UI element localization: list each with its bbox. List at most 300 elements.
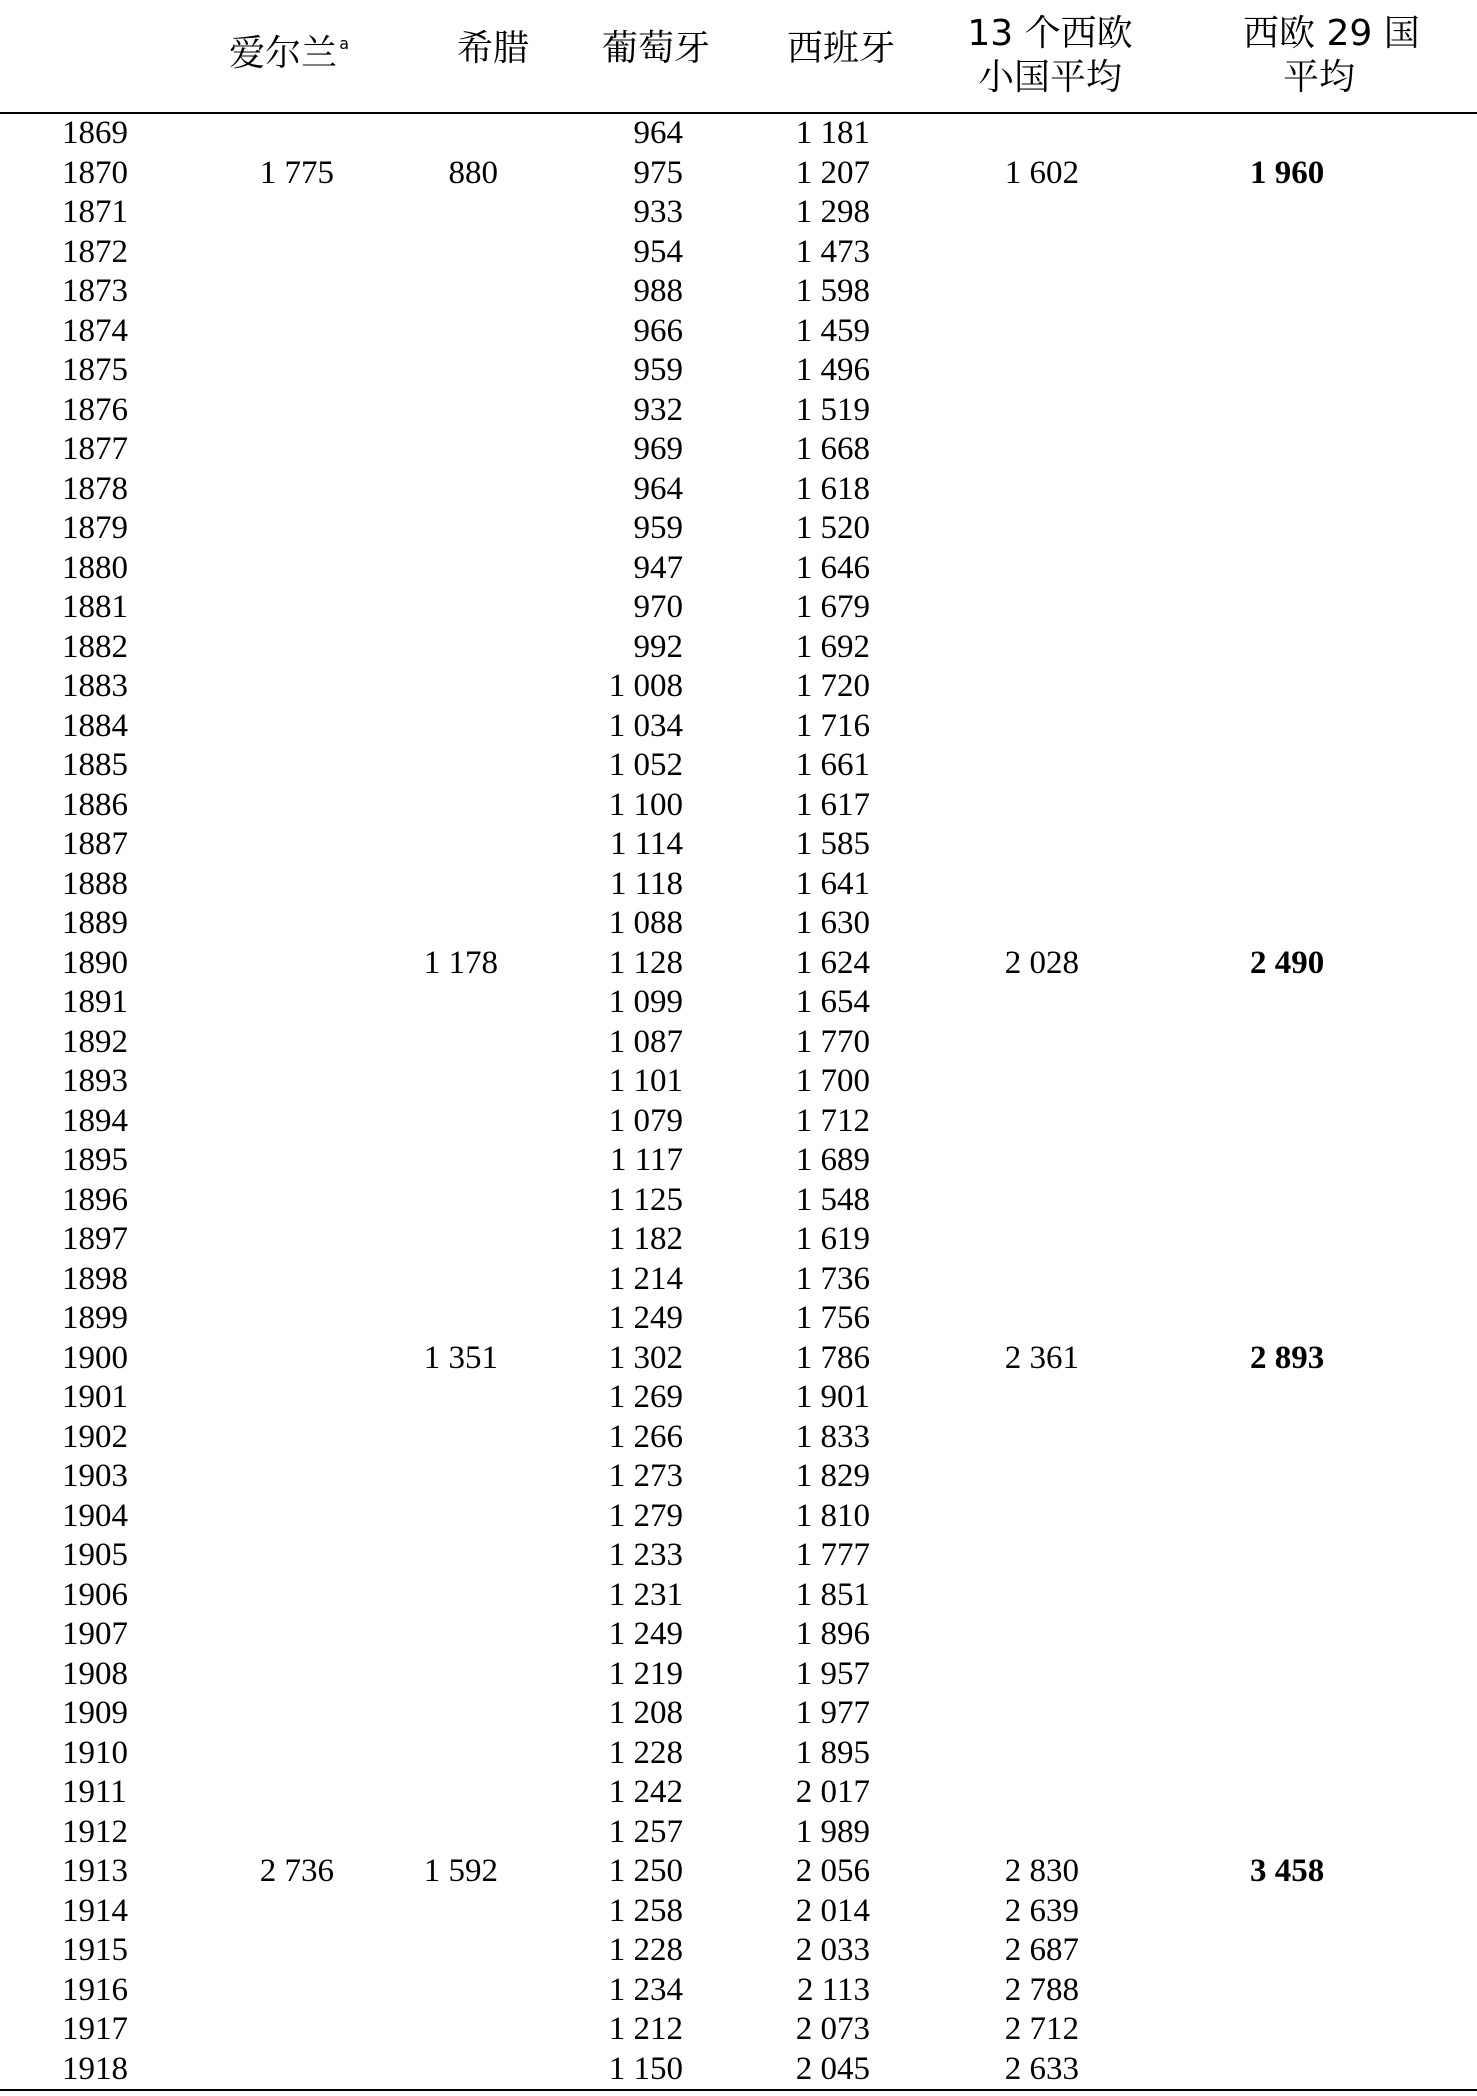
portugal-cell: 959 <box>633 510 683 546</box>
year-cell: 1895 <box>62 1142 128 1178</box>
greece-cell <box>385 1141 555 1181</box>
spain-cell: 2 056 <box>795 1853 870 1889</box>
west29-avg-cell <box>1155 1181 1477 1221</box>
west29-avg-cell <box>1155 786 1477 826</box>
west29-avg-cell <box>1155 1220 1477 1260</box>
year-cell: 1892 <box>62 1023 128 1060</box>
portugal-cell: 1 266 <box>608 1418 683 1455</box>
table-row <box>0 667 1477 707</box>
west29-avg-cell <box>1155 430 1477 470</box>
table-row <box>0 944 1477 984</box>
west29-avg-cell <box>1155 588 1477 628</box>
header-13-small-countries-line1: 13 个西欧 <box>967 13 1133 54</box>
greece-cell <box>385 1931 555 1971</box>
small13-avg-cell <box>945 1457 1155 1497</box>
greece-cell <box>385 430 555 470</box>
west29-avg-cell <box>1155 1655 1477 1695</box>
ireland-cell <box>195 1023 385 1063</box>
year-cell: 1911 <box>62 1774 127 1810</box>
spain-cell: 1 654 <box>795 984 870 1020</box>
west29-avg-cell <box>1155 1615 1477 1655</box>
year-cell: 1910 <box>62 1734 128 1771</box>
greece-cell <box>385 825 555 865</box>
ireland-cell <box>195 351 385 391</box>
portugal-cell: 1 208 <box>608 1695 683 1731</box>
west29-avg-cell <box>1155 312 1477 352</box>
year-cell: 1898 <box>62 1260 128 1297</box>
west29-avg-cell <box>1155 1536 1477 1576</box>
header-29-countries-line2: 平均 <box>1283 57 1356 98</box>
table-row <box>0 154 1477 194</box>
header-ireland-label: 爱尔兰 <box>229 33 338 74</box>
portugal-cell: 1 273 <box>608 1458 683 1494</box>
table-row <box>0 746 1477 786</box>
portugal-cell: 966 <box>633 312 683 349</box>
ireland-cell <box>195 1418 385 1458</box>
greece-cell <box>385 746 555 786</box>
west29-avg-cell <box>1155 983 1477 1023</box>
year-cell: 1915 <box>62 1932 128 1968</box>
greece-cell <box>385 1615 555 1655</box>
ireland-cell <box>195 1062 385 1102</box>
small13-avg-cell <box>945 1694 1155 1734</box>
year-cell: 1879 <box>62 510 128 546</box>
portugal-cell: 1 114 <box>609 826 683 862</box>
west29-avg-cell <box>1155 628 1477 668</box>
greece-cell: 1 178 <box>423 944 498 981</box>
small13-avg-cell: 2 788 <box>1004 1971 1079 2008</box>
small13-avg-cell: 2 687 <box>1004 1932 1079 1968</box>
small13-avg-cell <box>945 1062 1155 1102</box>
west29-avg-cell <box>1155 1260 1477 1300</box>
ireland-cell <box>195 430 385 470</box>
greece-cell <box>385 351 555 391</box>
year-cell: 1888 <box>62 865 128 902</box>
west29-avg-cell: 2 490 <box>1250 944 1325 981</box>
greece-cell <box>385 1497 555 1537</box>
portugal-cell: 1 150 <box>555 2050 760 2091</box>
year-cell: 1871 <box>62 194 128 230</box>
year-cell: 1899 <box>62 1300 128 1336</box>
small13-avg-cell <box>945 272 1155 312</box>
portugal-cell: 1 219 <box>608 1655 683 1692</box>
year-cell: 1886 <box>62 786 128 823</box>
west29-avg-cell <box>1155 1576 1477 1616</box>
west29-avg-cell <box>1155 2010 1477 2050</box>
table-header <box>0 0 1477 113</box>
table-row <box>0 1773 1477 1813</box>
west29-avg-cell <box>1155 1892 1477 1932</box>
spain-cell: 1 989 <box>795 1813 870 1850</box>
ireland-cell <box>195 1457 385 1497</box>
ireland-cell <box>195 1655 385 1695</box>
table-row <box>0 1852 1477 1892</box>
small13-avg-cell <box>945 351 1155 391</box>
ireland-cell <box>195 786 385 826</box>
small13-avg-cell <box>945 509 1155 549</box>
year-cell: 1912 <box>62 1813 128 1850</box>
year-cell: 1872 <box>62 233 128 270</box>
year-cell: 1890 <box>62 944 128 981</box>
small13-avg-cell <box>945 1141 1155 1181</box>
spain-cell: 1 630 <box>795 905 870 941</box>
small13-avg-cell <box>945 707 1155 747</box>
year-cell: 1904 <box>62 1497 128 1534</box>
spain-cell: 1 668 <box>795 431 870 467</box>
ireland-cell <box>195 1102 385 1142</box>
year-cell: 1916 <box>62 1971 128 2008</box>
greece-cell <box>385 312 555 352</box>
portugal-cell: 1 099 <box>608 984 683 1020</box>
greece-cell <box>385 1418 555 1458</box>
spain-cell: 2 017 <box>795 1774 870 1810</box>
portugal-cell: 1 052 <box>608 747 683 783</box>
ireland-cell <box>195 272 385 312</box>
portugal-cell: 975 <box>633 154 683 191</box>
small13-avg-cell: 2 639 <box>1004 1892 1079 1929</box>
greece-cell <box>385 549 555 589</box>
year-cell: 1906 <box>62 1576 128 1613</box>
greece-cell <box>385 1102 555 1142</box>
header-29-countries-line1: 西欧 29 国 <box>1243 13 1420 54</box>
spain-cell: 1 585 <box>795 826 870 862</box>
west29-avg-cell <box>1155 707 1477 747</box>
ireland-cell <box>195 1773 385 1813</box>
greece-cell <box>385 2050 555 2091</box>
greece-cell <box>385 983 555 1023</box>
small13-avg-cell <box>945 391 1155 431</box>
greece-cell <box>385 1260 555 1300</box>
table-row <box>0 1023 1477 1063</box>
table-row <box>0 1931 1477 1971</box>
table-row <box>0 272 1477 312</box>
year-cell: 1917 <box>62 2011 128 2047</box>
small13-avg-cell <box>945 1655 1155 1695</box>
year-cell: 1905 <box>62 1537 128 1573</box>
portugal-cell: 1 100 <box>608 786 683 823</box>
table-row <box>0 786 1477 826</box>
portugal-cell: 970 <box>633 589 683 625</box>
spain-cell: 2 045 <box>760 2050 945 2091</box>
portugal-cell: 954 <box>633 233 683 270</box>
small13-avg-cell <box>945 1418 1155 1458</box>
year-cell: 1893 <box>62 1063 128 1099</box>
spain-cell: 1 810 <box>795 1497 870 1534</box>
year-cell: 1882 <box>62 628 128 665</box>
ireland-cell <box>195 193 385 233</box>
spain-cell: 1 520 <box>795 510 870 546</box>
small13-avg-cell <box>945 1773 1155 1813</box>
greece-cell <box>385 193 555 233</box>
west29-avg-cell: 1 960 <box>1250 154 1325 191</box>
greece-cell <box>385 1457 555 1497</box>
west29-avg-cell <box>1155 1418 1477 1458</box>
portugal-cell: 933 <box>633 194 683 230</box>
table-row <box>0 1181 1477 1221</box>
west29-avg-cell <box>1155 272 1477 312</box>
west29-avg-cell <box>1155 1773 1477 1813</box>
ireland-cell <box>195 707 385 747</box>
spain-cell: 1 833 <box>795 1418 870 1455</box>
small13-avg-cell <box>945 1102 1155 1142</box>
ireland-cell <box>195 667 385 707</box>
table-row <box>0 193 1477 233</box>
small13-avg-cell <box>945 1378 1155 1418</box>
west29-avg-cell <box>1155 113 1477 154</box>
greece-cell <box>385 904 555 944</box>
greece-cell <box>385 707 555 747</box>
spain-cell: 1 181 <box>795 115 870 151</box>
table-row <box>0 865 1477 905</box>
year-cell: 1903 <box>62 1458 128 1494</box>
small13-avg-cell <box>945 1023 1155 1063</box>
ireland-cell <box>195 1576 385 1616</box>
portugal-cell: 1 228 <box>608 1932 683 1968</box>
year-cell: 1881 <box>62 589 128 625</box>
header-year <box>0 0 195 113</box>
header-ireland <box>195 0 385 113</box>
table-row <box>0 1576 1477 1616</box>
year-cell: 1907 <box>62 1616 128 1652</box>
spain-cell: 1 777 <box>795 1537 870 1573</box>
small13-avg-cell: 2 361 <box>1004 1339 1079 1376</box>
year-cell: 1877 <box>62 431 128 467</box>
ireland-cell <box>195 1299 385 1339</box>
small13-avg-cell <box>945 746 1155 786</box>
table-row <box>0 1892 1477 1932</box>
table-row <box>0 1655 1477 1695</box>
ireland-cell <box>195 1497 385 1537</box>
year-cell: 1878 <box>62 470 128 507</box>
spain-cell: 1 619 <box>795 1221 870 1257</box>
spain-cell: 1 851 <box>795 1576 870 1613</box>
ireland-cell <box>195 1971 385 2011</box>
spain-cell: 1 692 <box>795 628 870 665</box>
ireland-cell: 1 775 <box>259 154 334 191</box>
small13-avg-cell: 2 830 <box>1004 1853 1079 1889</box>
west29-avg-cell <box>1155 865 1477 905</box>
header-spain: 西班牙 <box>760 0 945 113</box>
west29-avg-cell <box>1155 1378 1477 1418</box>
small13-avg-cell <box>945 1299 1155 1339</box>
year-cell: 1900 <box>62 1339 128 1376</box>
table-row <box>0 1418 1477 1458</box>
table-row <box>0 1062 1477 1102</box>
greece-cell <box>385 272 555 312</box>
west29-avg-cell: 2 893 <box>1250 1339 1325 1376</box>
greece-cell: 880 <box>448 154 498 191</box>
header-29-countries <box>1155 0 1477 113</box>
west29-avg-cell <box>1155 1813 1477 1853</box>
spain-cell: 1 618 <box>795 470 870 507</box>
west29-avg-cell <box>1155 2050 1477 2091</box>
year-cell: 1908 <box>62 1655 128 1692</box>
portugal-cell: 1 228 <box>608 1734 683 1771</box>
ireland-cell <box>195 113 385 154</box>
spain-cell: 1 641 <box>795 865 870 902</box>
ireland-cell <box>195 1260 385 1300</box>
ireland-cell <box>195 1536 385 1576</box>
portugal-cell: 932 <box>633 391 683 428</box>
ireland-cell <box>195 588 385 628</box>
table-row <box>0 707 1477 747</box>
table-row <box>0 1497 1477 1537</box>
greece-cell <box>385 233 555 273</box>
portugal-cell: 1 212 <box>608 2011 683 2047</box>
west29-avg-cell <box>1155 1694 1477 1734</box>
table-row <box>0 549 1477 589</box>
greece-cell <box>385 786 555 826</box>
table-row <box>0 628 1477 668</box>
portugal-cell: 1 269 <box>608 1379 683 1415</box>
table-row <box>0 1299 1477 1339</box>
west29-avg-cell <box>1155 1299 1477 1339</box>
west29-avg-cell: 3 458 <box>1250 1853 1325 1889</box>
ireland-cell <box>195 1181 385 1221</box>
ireland-cell <box>195 1378 385 1418</box>
header-13-small-countries <box>945 0 1155 113</box>
spain-cell: 1 298 <box>795 194 870 230</box>
spain-cell: 2 014 <box>795 1892 870 1929</box>
portugal-cell: 1 249 <box>608 1300 683 1336</box>
table-row <box>0 2050 1477 2091</box>
ireland-cell <box>195 1141 385 1181</box>
ireland-cell <box>195 1694 385 1734</box>
west29-avg-cell <box>1155 1457 1477 1497</box>
year-cell: 1887 <box>62 826 128 862</box>
greece-cell <box>385 1023 555 1063</box>
portugal-cell: 1 242 <box>608 1774 683 1810</box>
ireland-cell <box>195 825 385 865</box>
year-cell: 1891 <box>62 984 128 1020</box>
small13-avg-cell <box>945 193 1155 233</box>
ireland-cell <box>195 509 385 549</box>
greece-cell <box>385 391 555 431</box>
portugal-cell: 947 <box>633 549 683 586</box>
portugal-cell: 1 258 <box>608 1892 683 1929</box>
table-row <box>0 351 1477 391</box>
ireland-cell <box>195 1615 385 1655</box>
ireland-cell: 2 736 <box>259 1853 334 1889</box>
spain-cell: 2 033 <box>795 1932 870 1968</box>
spain-cell: 1 957 <box>795 1655 870 1692</box>
spain-cell: 1 679 <box>795 589 870 625</box>
spain-cell: 1 895 <box>795 1734 870 1771</box>
year-cell: 1875 <box>62 352 128 388</box>
portugal-cell: 992 <box>633 628 683 665</box>
greece-cell <box>385 667 555 707</box>
greece-cell <box>385 113 555 154</box>
small13-avg-cell <box>945 1497 1155 1537</box>
table-row <box>0 1102 1477 1142</box>
table-row <box>0 1536 1477 1576</box>
table-row <box>0 2010 1477 2050</box>
year-cell: 1885 <box>62 747 128 783</box>
small13-avg-cell <box>945 904 1155 944</box>
spain-cell: 2 113 <box>796 1971 870 2008</box>
spain-cell: 2 073 <box>795 2011 870 2047</box>
portugal-cell: 1 231 <box>608 1576 683 1613</box>
small13-avg-cell <box>945 113 1155 154</box>
header-row <box>0 0 1477 113</box>
west29-avg-cell <box>1155 667 1477 707</box>
table-row <box>0 1378 1477 1418</box>
table-row <box>0 904 1477 944</box>
ireland-cell <box>195 746 385 786</box>
portugal-cell: 1 008 <box>608 668 683 704</box>
year-cell: 1889 <box>62 905 128 941</box>
spain-cell: 1 977 <box>795 1695 870 1731</box>
ireland-cell <box>195 549 385 589</box>
small13-avg-cell: 1 602 <box>1004 154 1079 191</box>
greece-cell <box>385 1536 555 1576</box>
west29-avg-cell <box>1155 1734 1477 1774</box>
ireland-cell <box>195 628 385 668</box>
small13-avg-cell <box>945 233 1155 273</box>
table-row <box>0 1813 1477 1853</box>
west29-avg-cell <box>1155 391 1477 431</box>
small13-avg-cell <box>945 549 1155 589</box>
year-cell: 1883 <box>62 668 128 704</box>
spain-cell: 1 770 <box>795 1023 870 1060</box>
portugal-cell: 1 257 <box>608 1813 683 1850</box>
small13-avg-cell <box>945 825 1155 865</box>
west29-avg-cell <box>1155 1062 1477 1102</box>
spain-cell: 1 829 <box>795 1458 870 1494</box>
greece-cell <box>385 1181 555 1221</box>
portugal-cell: 1 079 <box>608 1102 683 1139</box>
year-cell: 1884 <box>62 707 128 744</box>
greece-cell <box>385 470 555 510</box>
table-row <box>0 233 1477 273</box>
spain-cell: 1 207 <box>795 154 870 191</box>
ireland-cell <box>195 1813 385 1853</box>
header-portugal: 葡萄牙 <box>555 0 760 113</box>
table-row <box>0 312 1477 352</box>
west29-avg-cell <box>1155 904 1477 944</box>
ireland-cell <box>195 2050 385 2091</box>
ireland-cell <box>195 1220 385 1260</box>
west29-avg-cell <box>1155 233 1477 273</box>
small13-avg-cell <box>945 667 1155 707</box>
portugal-cell: 1 087 <box>608 1023 683 1060</box>
small13-avg-cell <box>945 628 1155 668</box>
table-body <box>0 113 1477 2090</box>
greece-cell <box>385 1971 555 2011</box>
west29-avg-cell <box>1155 549 1477 589</box>
greece-cell <box>385 1299 555 1339</box>
small13-avg-cell <box>945 1536 1155 1576</box>
small13-avg-cell <box>945 1181 1155 1221</box>
small13-avg-cell: 2 712 <box>1004 2011 1079 2047</box>
table-row <box>0 1457 1477 1497</box>
table-row <box>0 113 1477 154</box>
year-cell: 1914 <box>62 1892 128 1929</box>
ireland-cell <box>195 1339 385 1379</box>
portugal-cell: 1 088 <box>608 905 683 941</box>
spain-cell: 1 756 <box>795 1300 870 1336</box>
west29-avg-cell <box>1155 1931 1477 1971</box>
spain-cell: 1 716 <box>795 707 870 744</box>
small13-avg-cell <box>945 1615 1155 1655</box>
table-row <box>0 470 1477 510</box>
west29-avg-cell <box>1155 1141 1477 1181</box>
small13-avg-cell <box>945 786 1155 826</box>
west29-avg-cell <box>1155 193 1477 233</box>
small13-avg-cell <box>945 430 1155 470</box>
small13-avg-cell <box>945 588 1155 628</box>
table-row <box>0 1220 1477 1260</box>
